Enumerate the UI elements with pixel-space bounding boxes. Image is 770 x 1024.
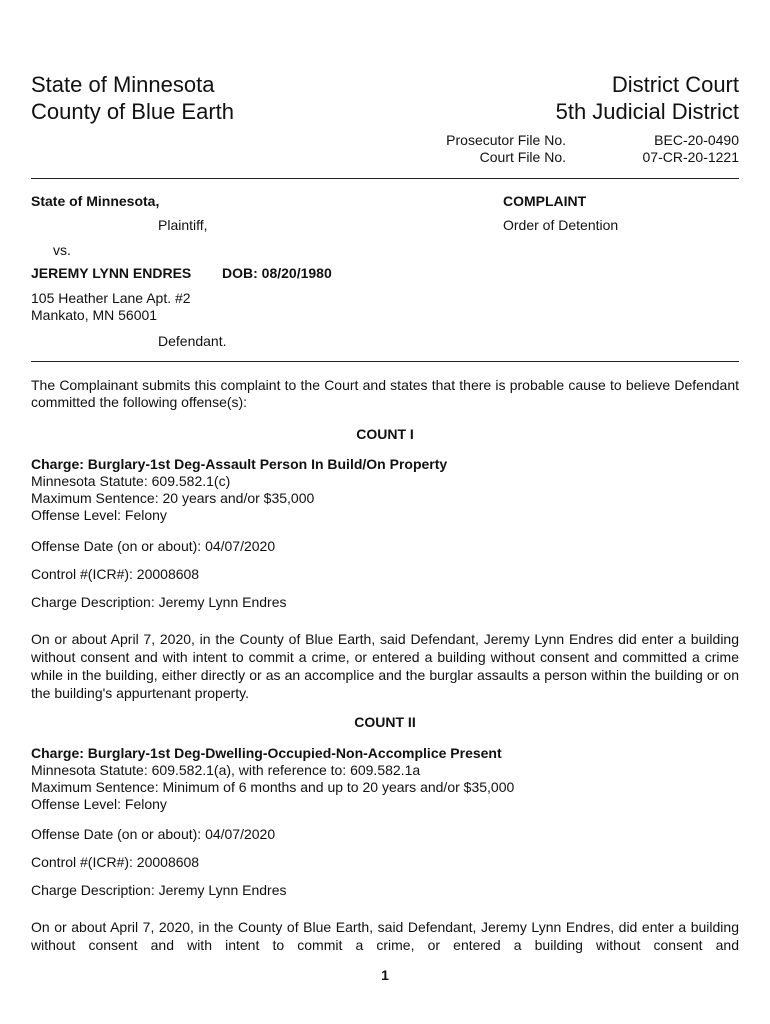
header-right xyxy=(439,71,739,125)
count-1-narrative: On or about April 7, 2020, in the County of Blue Earth, said Defendant, Jeremy Lynn Endres did enter a building without consent and with intent to commit a crime, or entered a building without consent and committed a crime while in the building, either directly or as an accomplice and the burglar assaults a person within the building or on the building's appurtenant property. xyxy=(31,631,739,701)
file-values xyxy=(589,132,739,166)
document-type: COMPLAINT xyxy=(503,193,587,209)
state-name: State of Minnesota xyxy=(31,72,215,97)
count-1-sentence: Maximum Sentence: 20 years and/or $35,000 xyxy=(31,490,315,506)
count-1-charge: Charge: Burglary-1st Deg-Assault Person In Build/On Property xyxy=(31,456,448,472)
count-2-narrative: On or about April 7, 2020, in the County of Blue Earth, said Defendant, Jeremy Lynn Endres, did enter a building without consent and with intent to commit a crime, or entered a building without consent and xyxy=(31,919,739,953)
count-2-details xyxy=(31,745,739,813)
prosecutor-file-label: Prosecutor File No. xyxy=(446,132,566,148)
count-1-description: Charge Description: Jeremy Lynn Endres xyxy=(31,594,287,610)
top-divider xyxy=(31,178,739,179)
prosecutor-file-number: BEC-20-0490 xyxy=(654,132,739,148)
header-left xyxy=(31,71,234,125)
count-2-description: Charge Description: Jeremy Lynn Endres xyxy=(31,882,287,898)
court-file-number: 07-CR-20-1221 xyxy=(642,149,739,165)
intro-paragraph: The Complainant submits this complaint to the Court and states that there is probable cause to believe Defendant committed the following offense(s): xyxy=(31,377,739,410)
caption-divider xyxy=(31,361,739,362)
count-1-level: Offense Level: Felony xyxy=(31,507,167,523)
defendant-address xyxy=(31,290,191,324)
count-2-control: Control #(ICR#): 20008608 xyxy=(31,854,200,870)
count-1-details xyxy=(31,456,739,524)
count-2-charge: Charge: Burglary-1st Deg-Dwelling-Occupied-Non-Accomplice Present xyxy=(31,745,502,761)
address-line-2: Mankato, MN 56001 xyxy=(31,307,158,323)
defendant-name: JEREMY LYNN ENDRES xyxy=(31,265,192,281)
plaintiff-name: State of Minnesota, xyxy=(31,193,160,209)
count-1-control: Control #(ICR#): 20008608 xyxy=(31,566,200,582)
file-labels xyxy=(400,132,566,166)
document-subtype: Order of Detention xyxy=(503,217,619,233)
count-2-title: COUNT II xyxy=(354,714,416,730)
county-name: County of Blue Earth xyxy=(31,99,235,124)
defendant-role: Defendant. xyxy=(158,333,227,349)
versus: vs. xyxy=(53,242,71,258)
page-number: 1 xyxy=(381,967,389,983)
court-name: District Court xyxy=(611,72,739,97)
address-line-1: 105 Heather Lane Apt. #2 xyxy=(31,290,191,306)
count-2-statute: Minnesota Statute: 609.582.1(a), with reference to: 609.582.1a xyxy=(31,762,421,778)
count-1-offense-date: Offense Date (on or about): 04/07/2020 xyxy=(31,538,276,554)
court-file-label: Court File No. xyxy=(479,149,566,165)
count-2-level: Offense Level: Felony xyxy=(31,796,167,812)
judicial-district: 5th Judicial District xyxy=(555,99,739,124)
plaintiff-role: Plaintiff, xyxy=(158,217,208,233)
count-2-offense-date: Offense Date (on or about): 04/07/2020 xyxy=(31,826,276,842)
count-2-sentence: Maximum Sentence: Minimum of 6 months and up to 20 years and/or $35,000 xyxy=(31,779,515,795)
defendant-dob: DOB: 08/20/1980 xyxy=(222,265,332,281)
count-1-title: COUNT I xyxy=(356,426,414,442)
count-1-statute: Minnesota Statute: 609.582.1(c) xyxy=(31,473,231,489)
